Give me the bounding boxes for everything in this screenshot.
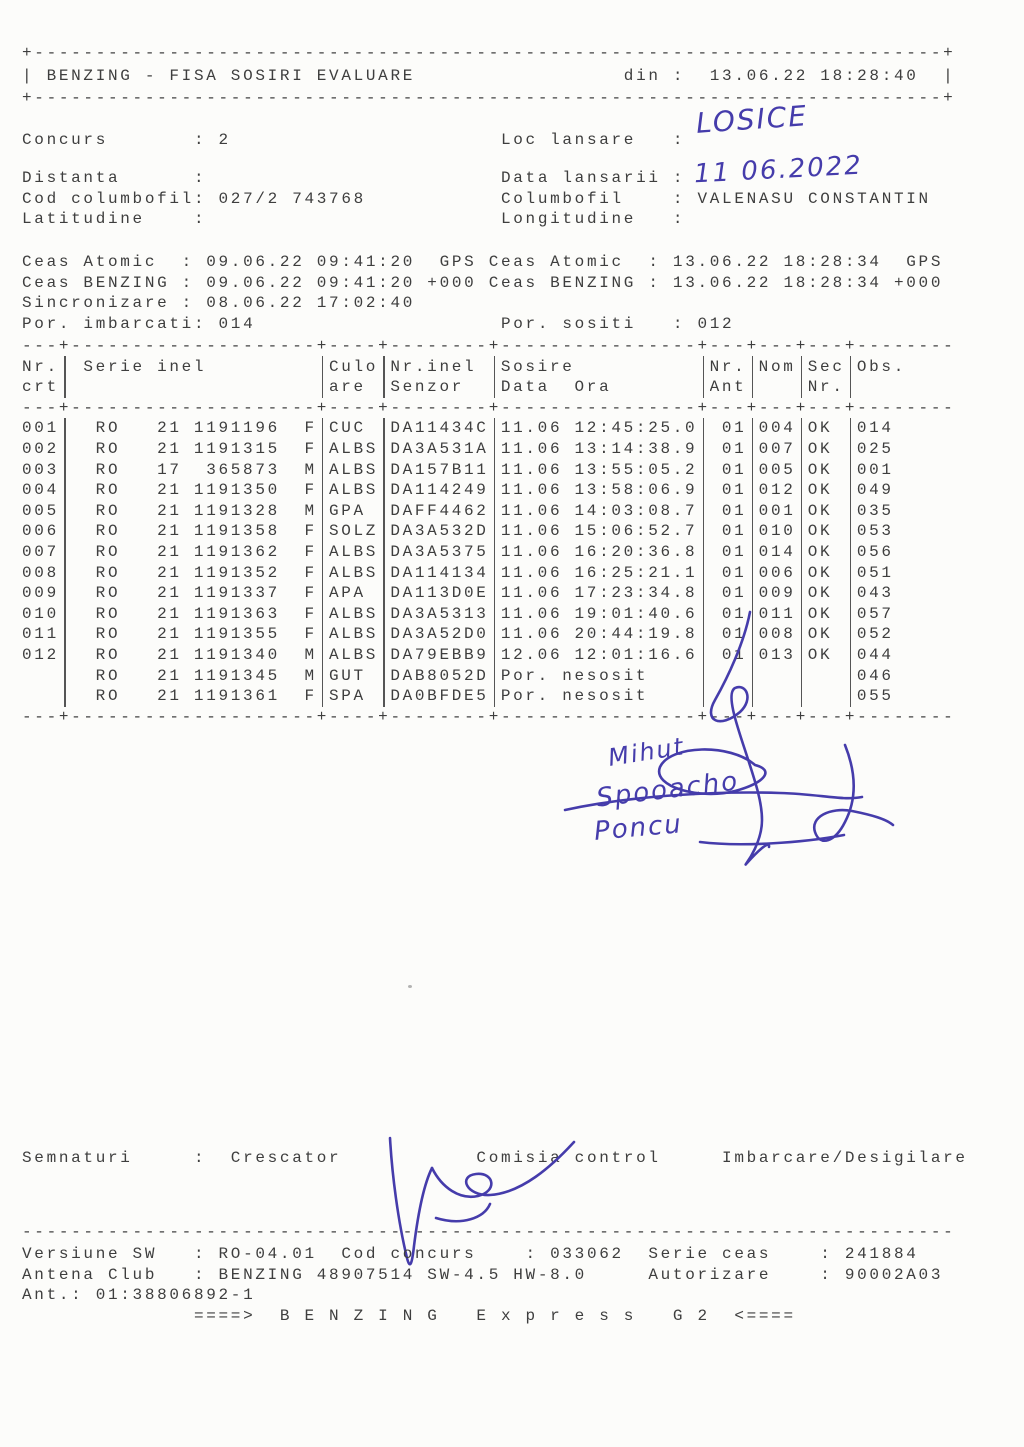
cell-sosire: 11.06 13:55:05.2 (500, 460, 698, 479)
cell-nom: 011 (758, 604, 796, 623)
cell-sosire: 11.06 13:58:06.9 (500, 481, 698, 500)
table-row (22, 439, 955, 460)
column-divider (845, 460, 857, 481)
ant-line: Ant.: 01:38806892-1 (22, 1286, 256, 1305)
column-divider (489, 521, 501, 542)
column-divider (59, 583, 71, 604)
ceas-atomic-line: Ceas Atomic : 09.06.22 09:41:20 GPS Ceas Atomic : 13.06.22 18:28:34 GPS (22, 253, 944, 271)
column-divider (59, 604, 71, 625)
cell-nr-crt (22, 666, 59, 687)
cell-culoare: ALBS (328, 481, 379, 500)
table-header-row-2 (22, 377, 955, 398)
column-divider (697, 377, 709, 398)
handwritten-note-1: Mihut (606, 732, 687, 772)
column-divider (489, 624, 501, 645)
col-header-nom-2 (759, 377, 796, 398)
cell-serie-inel: RO 21 1191352 F (71, 563, 317, 582)
cell-culoare: ALBS (328, 460, 379, 479)
table-row (22, 542, 955, 563)
cell-culoare: APA (328, 584, 366, 603)
cell-culoare: GUT (328, 666, 366, 685)
column-divider (489, 666, 501, 687)
cell-culoare: ALBS (328, 542, 379, 561)
benzing-brand-line: ====> B E N Z I N G E x p r e s s G 2 <==== (22, 1307, 796, 1325)
flourish-stroke-vertical (711, 612, 769, 865)
cell-nom: 005 (758, 460, 796, 479)
column-divider (59, 666, 71, 687)
column-divider (317, 460, 329, 481)
cell-nr-inel-senzor: DA0BFDE5 (390, 687, 489, 706)
column-divider (59, 460, 71, 481)
handwritten-note-3: Poncu (592, 809, 684, 847)
column-divider (59, 418, 71, 439)
cell-nr-crt: 007 (22, 542, 59, 561)
column-divider (378, 418, 390, 439)
cell-nr-crt: 010 (22, 604, 59, 623)
cell-nom: 001 (758, 501, 796, 520)
cell-serie-inel: RO 21 1191196 F (71, 419, 317, 438)
cell-culoare: SOLZ (328, 522, 379, 541)
cell-nr-crt: 002 (22, 439, 59, 458)
cell-obs: 049 (856, 481, 894, 500)
column-divider (59, 686, 71, 707)
column-divider (378, 357, 390, 378)
column-divider (697, 439, 709, 460)
cell-sec: OK (807, 604, 833, 623)
cell-serie-inel: RO 21 1191328 M (71, 501, 317, 520)
cell-sosire: 12.06 12:01:16.6 (500, 645, 698, 664)
cell-obs: 057 (856, 604, 894, 623)
cell-nom: 004 (758, 419, 796, 438)
column-divider (845, 521, 857, 542)
column-divider (317, 563, 329, 584)
handwritten-loc-lansare: LOSICE (694, 99, 810, 140)
column-divider (317, 542, 329, 563)
table-header-row-1 (22, 357, 955, 378)
column-divider (317, 583, 329, 604)
column-divider (697, 542, 709, 563)
handwritten-note-2: Spooacho (594, 766, 741, 814)
column-divider (697, 501, 709, 522)
column-divider (59, 645, 71, 666)
column-divider (378, 542, 390, 563)
column-divider (845, 542, 857, 563)
cell-sec: OK (807, 563, 833, 582)
cell-sosire: 11.06 16:20:36.8 (500, 542, 698, 561)
cell-sosire: 11.06 15:06:52.7 (500, 522, 698, 541)
cell-nr-inel-senzor: DAB8052D (390, 666, 489, 685)
column-divider (697, 460, 709, 481)
cell-serie-inel: RO 21 1191340 M (71, 645, 317, 664)
benzing-brand-block (22, 1306, 796, 1327)
column-divider (489, 686, 501, 707)
footer-separator: ---------------------------------------------------------------------------- (22, 1223, 956, 1241)
cell-serie-inel: RO 21 1191345 M (71, 666, 317, 685)
cell-nr-inel-senzor: DA114249 (390, 481, 489, 500)
col-header-senzor: Nr.inel (390, 357, 477, 376)
column-divider (378, 501, 390, 522)
cell-serie-inel: RO 21 1191337 F (71, 584, 317, 603)
column-divider (317, 686, 329, 707)
cell-nom: 006 (758, 563, 796, 582)
header-box (22, 42, 955, 110)
column-divider (795, 480, 807, 501)
cell-serie-inel: RO 21 1191363 F (71, 604, 317, 623)
latitudine-line: Latitudine : Longitudine : (22, 210, 686, 229)
cell-sec: OK (807, 625, 833, 644)
ceas-benzing-line: Ceas BENZING : 09.06.22 09:41:20 +000 Ceas BENZING : 13.06.22 18:28:34 +000 (22, 273, 944, 292)
col-header-nom: Nom (758, 357, 796, 376)
scan-speck (408, 985, 412, 988)
column-divider (697, 357, 709, 378)
column-divider (489, 460, 501, 481)
flourish-stroke-loop (659, 749, 765, 793)
col-header-obs-2 (857, 377, 955, 398)
cell-sosire: 11.06 13:14:38.9 (500, 439, 698, 458)
column-divider (746, 501, 758, 522)
col-header-serie-2 (71, 377, 317, 398)
column-divider (59, 439, 71, 460)
column-divider (697, 521, 709, 542)
column-divider (317, 377, 329, 398)
cell-nr-inel-senzor: DA113D0E (390, 584, 489, 603)
table-row (22, 460, 955, 481)
cell-culoare: ALBS (328, 625, 379, 644)
cell-serie-inel: RO 21 1191358 F (71, 522, 317, 541)
column-divider (317, 480, 329, 501)
column-divider (317, 418, 329, 439)
footer-section (22, 1244, 943, 1306)
column-divider (59, 624, 71, 645)
column-divider (489, 542, 501, 563)
column-divider (317, 645, 329, 666)
cell-nom: 012 (758, 481, 796, 500)
column-divider (795, 439, 807, 460)
column-divider (378, 645, 390, 666)
col-header-culoare-2: are (328, 378, 366, 397)
cell-obs: 053 (856, 522, 894, 541)
column-divider (746, 377, 758, 398)
porumbei-line: Por. imbarcati: 014 Por. sositi : 012 (22, 314, 735, 333)
cell-culoare: ALBS (328, 645, 379, 664)
cell-obs: 052 (856, 625, 894, 644)
column-divider (795, 521, 807, 542)
antena-line: Antena Club : BENZING 48907514 SW-4.5 HW-8.0 Autorizare : 90002A03 (22, 1265, 944, 1284)
col-header-ant: Nr. (709, 357, 747, 376)
cell-nr-crt: 011 (22, 625, 59, 644)
cell-nr-crt: 001 (22, 419, 59, 438)
column-divider (317, 439, 329, 460)
column-divider (845, 418, 857, 439)
col-header-ant-2: Ant (709, 378, 747, 397)
table-row (22, 563, 955, 584)
column-divider (378, 624, 390, 645)
table-separator-top: ---+--------------------+----+--------+----------------+---+---+---+-------- (22, 337, 956, 355)
column-divider (845, 377, 857, 398)
versiune-line: Versiune SW : RO-04.01 Cod concurs : 033062 Serie ceas : 241884 (22, 1245, 919, 1263)
table-row (22, 501, 955, 522)
cell-serie-inel: RO 21 1191315 F (71, 439, 317, 458)
cell-nr-ant: 01 (709, 604, 747, 623)
cell-sosire: 11.06 14:03:08.7 (500, 501, 698, 520)
cell-nr-crt: 005 (22, 501, 59, 520)
column-divider (317, 501, 329, 522)
column-divider (697, 563, 709, 584)
col-header-obs: Obs. (856, 357, 906, 376)
flourish-stroke-tail (700, 835, 844, 844)
cell-obs: 051 (856, 563, 894, 582)
column-divider (697, 480, 709, 501)
col-header-culoare: Culo (328, 357, 379, 376)
col-header-senzor-2: Senzor (390, 378, 465, 397)
cell-serie-inel: RO 21 1191350 F (71, 481, 317, 500)
cell-obs: 055 (856, 687, 894, 706)
column-divider (746, 563, 758, 584)
concurs-section (22, 130, 685, 151)
cell-nom: 008 (758, 625, 796, 644)
column-divider (845, 480, 857, 501)
column-divider (489, 563, 501, 584)
cell-nr-inel-senzor: DA79EBB9 (390, 645, 489, 664)
cell-culoare: SPA (328, 687, 366, 706)
col-header-nr-2: crt (22, 378, 59, 397)
distanta-line: Distanta : Data lansarii : (22, 169, 686, 187)
cell-culoare: ALBS (328, 563, 379, 582)
column-divider (845, 501, 857, 522)
column-divider (59, 521, 71, 542)
cell-nr-ant: 01 (709, 501, 747, 520)
column-divider (746, 439, 758, 460)
cell-sosire: Por. nesosit (500, 666, 649, 685)
column-divider (378, 377, 390, 398)
cell-culoare: CUC (328, 419, 366, 438)
cell-obs: 001 (856, 460, 894, 479)
col-header-sosire: Sosire (500, 357, 575, 376)
column-divider (489, 645, 501, 666)
cell-nr-ant: 01 (709, 584, 747, 603)
column-divider (317, 604, 329, 625)
column-divider (378, 604, 390, 625)
cell-nom: 014 (758, 542, 796, 561)
cell-nom: 009 (758, 584, 796, 603)
cell-serie-inel: RO 21 1191361 F (71, 687, 317, 706)
cell-nr-crt: 004 (22, 481, 59, 500)
footer-separator-block (22, 1222, 955, 1243)
cell-nr-inel-senzor: DA3A532D (390, 522, 489, 541)
column-divider (489, 583, 501, 604)
header-box-bottom-border: +--------------------------------------------------------------------------+ (22, 89, 956, 107)
column-divider (489, 501, 501, 522)
column-divider (746, 521, 758, 542)
column-divider (378, 583, 390, 604)
column-divider (845, 357, 857, 378)
column-divider (59, 377, 71, 398)
column-divider (317, 666, 329, 687)
column-divider (489, 604, 501, 625)
cell-culoare: ALBS (328, 439, 379, 458)
cell-serie-inel: RO 17 365873 M (71, 460, 317, 479)
cell-nom: 010 (758, 522, 796, 541)
column-divider (317, 357, 329, 378)
signatures-labels-line: Semnaturi : Crescator Comisia control Imbarcare/Desigilare (22, 1149, 968, 1167)
column-divider (59, 480, 71, 501)
signature-stroke-loops (432, 1142, 574, 1197)
column-divider (489, 377, 501, 398)
cell-nr-ant: 01 (709, 542, 747, 561)
cell-obs: 056 (856, 542, 894, 561)
cell-nr-inel-senzor: DA11434C (390, 419, 489, 438)
cell-nr-ant: 01 (709, 522, 747, 541)
cell-sec: OK (807, 584, 833, 603)
col-header-sec: Sec (807, 357, 845, 376)
cell-sec: OK (807, 542, 833, 561)
column-divider (378, 666, 390, 687)
sincronizare-line: Sincronizare : 08.06.22 17:02:40 (22, 294, 416, 313)
column-divider (746, 357, 758, 378)
column-divider (378, 480, 390, 501)
column-divider (378, 521, 390, 542)
column-divider (489, 439, 501, 460)
cell-nr-inel-senzor: DA3A5313 (390, 604, 489, 623)
cell-nom: 007 (758, 439, 796, 458)
cell-culoare: GPA (328, 501, 366, 520)
cod-columbofil-line: Cod columbofil: 027/2 743768 Columbofil : VALENASU CONSTANTIN (22, 189, 931, 208)
column-divider (378, 439, 390, 460)
column-divider (489, 418, 501, 439)
concurs-line: Concurs : 2 Loc lansare : (22, 131, 686, 149)
cell-sec: OK (807, 481, 833, 500)
cell-sosire: Por. nesosit (500, 687, 649, 706)
cell-nr-ant: 01 (709, 419, 747, 438)
column-divider (795, 357, 807, 378)
col-header-nr: Nr. (22, 357, 59, 376)
cell-nr-crt: 008 (22, 563, 59, 582)
cell-sec: OK (807, 501, 833, 520)
cell-sec: OK (807, 645, 833, 664)
cell-nr-inel-senzor: DA114134 (390, 563, 489, 582)
cell-serie-inel: RO 21 1191355 F (71, 625, 317, 644)
column-divider (746, 460, 758, 481)
column-divider (317, 624, 329, 645)
cell-sosire: 11.06 16:25:21.1 (500, 563, 698, 582)
cell-obs: 025 (856, 439, 894, 458)
cell-nr-crt: 012 (22, 645, 59, 664)
table-separator-bottom: ---+--------------------+----+--------+----------------+---+---+---+-------- (22, 707, 956, 726)
table-row (22, 521, 955, 542)
col-header-sosire-2: Data Ora (500, 378, 612, 397)
cell-sec: OK (807, 439, 833, 458)
column-divider (59, 501, 71, 522)
column-divider (378, 563, 390, 584)
cell-nr-crt: 009 (22, 584, 59, 603)
column-divider (378, 460, 390, 481)
column-divider (59, 563, 71, 584)
column-divider (795, 542, 807, 563)
cell-obs: 043 (856, 584, 894, 603)
flourish-stroke-right-loop (814, 745, 893, 841)
column-divider (795, 501, 807, 522)
cell-nr-crt: 006 (22, 522, 59, 541)
cell-sosire: 11.06 17:23:34.8 (500, 584, 698, 603)
cell-nr-crt: 003 (22, 460, 59, 479)
cell-sosire: 11.06 12:45:25.0 (500, 419, 698, 438)
column-divider (795, 563, 807, 584)
cell-sec: OK (807, 460, 833, 479)
cell-sosire: 11.06 19:01:40.6 (500, 604, 698, 623)
handwritten-data-lansarii: 11 06.2022 (693, 150, 864, 190)
cell-nr-ant: 01 (709, 460, 747, 479)
signature-flourish (540, 595, 900, 905)
column-divider (697, 418, 709, 439)
cell-obs: 035 (856, 501, 894, 520)
column-divider (489, 480, 501, 501)
cell-sec: OK (807, 419, 833, 438)
column-divider (795, 460, 807, 481)
column-divider (746, 418, 758, 439)
cell-obs: 046 (856, 666, 894, 685)
column-divider (746, 480, 758, 501)
column-divider (378, 686, 390, 707)
cell-nr-ant: 01 (709, 481, 747, 500)
column-divider (746, 542, 758, 563)
table-row (22, 480, 955, 501)
cell-obs: 014 (856, 419, 894, 438)
cell-nr-ant: 01 (709, 645, 747, 664)
column-divider (317, 521, 329, 542)
cell-nr-inel-senzor: DA3A52D0 (390, 625, 489, 644)
clock-section (22, 252, 943, 334)
header-box-top-border: +--------------------------------------------------------------------------+ (22, 44, 956, 62)
col-header-sec-2: Nr. (807, 378, 845, 397)
column-divider (59, 357, 71, 378)
cell-nr-inel-senzor: DAFF4462 (390, 501, 489, 520)
column-divider (59, 542, 71, 563)
column-divider (845, 563, 857, 584)
cell-nr-crt (22, 686, 59, 707)
col-header-serie: Serie inel (71, 357, 207, 376)
cell-obs: 044 (856, 645, 894, 664)
cell-sosire: 11.06 20:44:19.8 (500, 625, 698, 644)
cell-nom: 013 (758, 645, 796, 664)
cell-nr-inel-senzor: DA3A531A (390, 439, 489, 458)
column-divider (795, 418, 807, 439)
cell-serie-inel: RO 21 1191362 F (71, 542, 317, 561)
cell-nr-ant: 01 (709, 563, 747, 582)
cell-culoare: ALBS (328, 604, 379, 623)
cell-nr-ant: 01 (709, 439, 747, 458)
column-divider (489, 357, 501, 378)
document-title-line: | BENZING - FISA SOSIRI EVALUARE din : 13.06.22 18:28:40 | (22, 66, 956, 85)
table-row (22, 418, 955, 439)
table-separator-mid: ---+--------------------+----+--------+----------------+---+---+---+-------- (22, 398, 956, 417)
column-divider (795, 377, 807, 398)
cell-nr-inel-senzor: DA3A5375 (390, 542, 489, 561)
signature-stroke-underloop (436, 1204, 490, 1221)
cell-sec: OK (807, 522, 833, 541)
cell-nr-inel-senzor: DA157B11 (390, 460, 489, 479)
cell-nr-ant: 01 (709, 625, 747, 644)
column-divider (845, 439, 857, 460)
